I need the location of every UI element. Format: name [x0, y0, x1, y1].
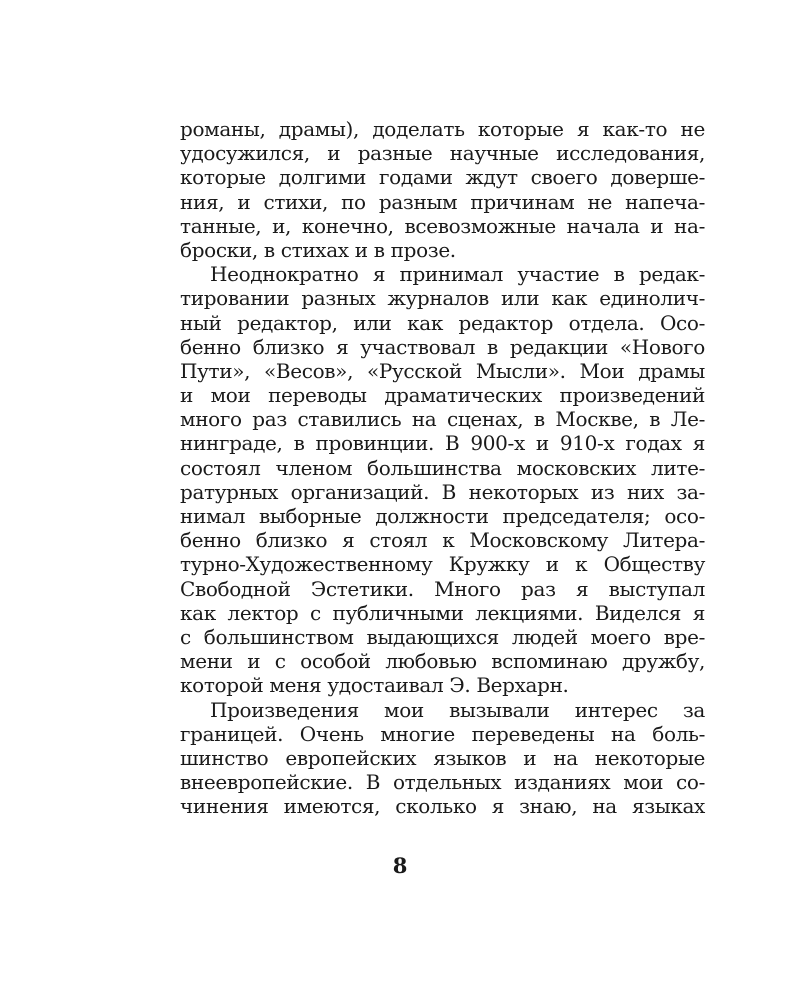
text-line: удосужился, и разные научные исследования,: [180, 141, 705, 166]
text-line: броски, в стихах и в прозе.: [180, 237, 456, 262]
text-line: нинграде, в провинции. В 900-х и 910-х годах я: [180, 431, 705, 456]
text-line: тировании разных журналов или как единолич-: [180, 286, 705, 311]
text-line: бенно близко я участвовал в редакции «Нового: [180, 334, 705, 359]
text-line: мени и с особой любовью вспоминаю дружбу,: [180, 649, 705, 674]
text-line: много раз ставились на сценах, в Москве, в Ле-: [180, 407, 705, 432]
text-line: ратурных организаций. В некоторых из них за-: [180, 479, 705, 504]
text-line: состоял членом большинства московских лите-: [180, 455, 705, 480]
text-line: танные, и, конечно, всевозможные начала и на-: [180, 213, 705, 238]
text-line: бенно близко я стоял к Московскому Литера-: [180, 528, 705, 553]
body-text: [180, 117, 705, 818]
text-line: и мои переводы драматических произведений: [180, 383, 705, 408]
text-line: внеевропейские. В отдельных изданиях мои со-: [180, 770, 705, 795]
text-line: Пути», «Весов», «Русской Мысли». Мои драмы: [180, 358, 705, 383]
text-line: Неоднократно я принимал участие в редак-: [210, 262, 705, 287]
page-number: 8: [392, 853, 408, 878]
text-line: турно-Художественному Кружку и к Обществу: [180, 552, 705, 577]
text-line: границей. Очень многие переведены на боль-: [180, 721, 705, 746]
text-line: которые долгими годами ждут своего доверше-: [180, 165, 705, 190]
text-line: Произведения мои вызывали интерес за: [210, 697, 705, 722]
text-line: ный редактор, или как редактор отдела. Осо-: [180, 310, 705, 335]
text-line: шинство европейских языков и на некоторые: [180, 745, 705, 770]
text-line: ния, и стихи, по разным причинам не напеча-: [180, 189, 705, 214]
text-line: романы, драмы), доделать которые я как-то не: [180, 117, 705, 141]
text-line: как лектор с публичными лекциями. Виделся я: [180, 600, 705, 625]
text-line: нимал выборные должности председателя; осо-: [180, 504, 705, 528]
text-line: Свободной Эстетики. Много раз я выступал: [180, 576, 705, 601]
text-line: которой меня удостаивал Э. Верхарн.: [180, 673, 569, 698]
text-line: чинения имеются, сколько я знаю, на языках: [180, 794, 705, 819]
text-line: с большинством выдающихся людей моего вре-: [180, 624, 705, 649]
